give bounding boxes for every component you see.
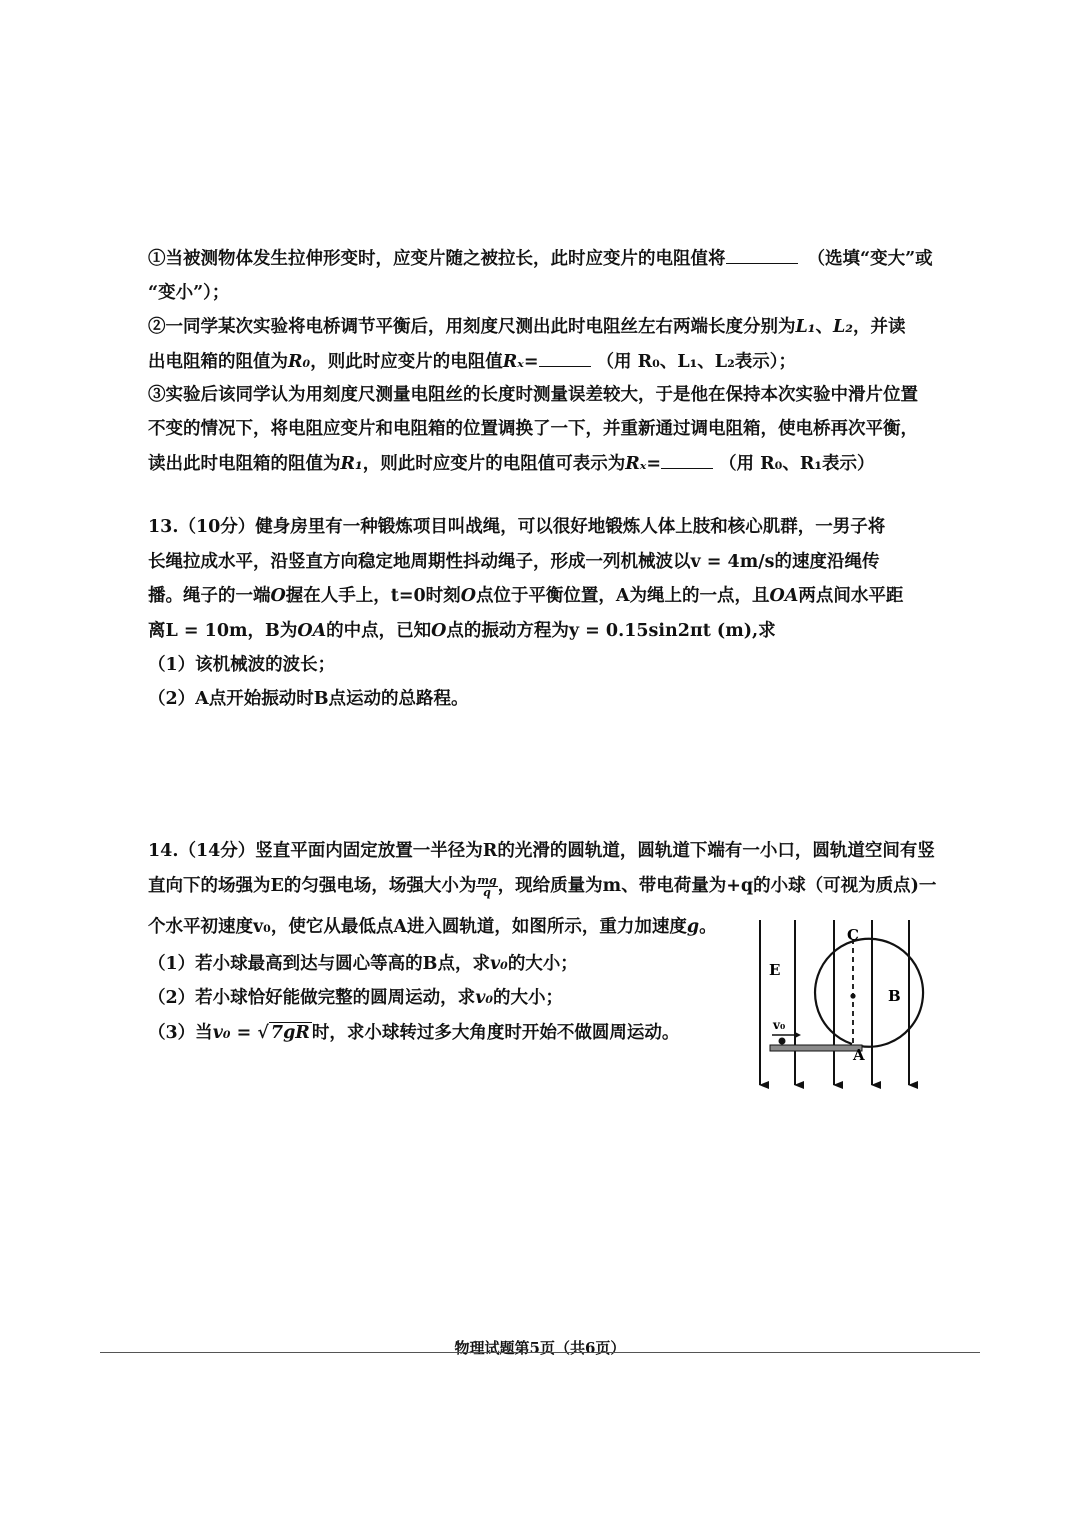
small-ball (779, 1038, 786, 1045)
q14-line2: 直向下的场强为E的匀强电场，场强大小为 $\frac{mg}{q}$ ，现给质量为m、带电荷量为+q的小球（可视为质点)一 (148, 874, 937, 899)
fraction-mg-over-q: $\frac{mg}{q}$ (477, 874, 497, 899)
electric-field-lines (760, 920, 909, 1085)
q12-part2-line2: 出电阻箱的阻值为R₀，则此时应变片的电阻值Rₓ= （用 R₀、L₁、L₂表示）； (148, 352, 797, 372)
q13-subquestion-2: （2）A点开始振动时B点运动的总路程。 (148, 689, 469, 709)
q14-line3: 个水平初速度v₀，使它从最低点A进入圆轨道，如图所示，重力加速度g。 (148, 917, 717, 937)
answer-blank-3[interactable] (661, 452, 713, 469)
page-footer: 物理试题第5页（共6页） (454, 1339, 626, 1357)
q12-part1-line2: “变小”）； (148, 283, 230, 303)
q14-subquestion-2: （2）若小球恰好能做完整的圆周运动，求v₀的大小； (148, 988, 564, 1008)
circular-track (815, 939, 923, 1047)
q12-part3-line1: ③实验后该同学认为用刻度尺测量电阻丝的长度时测量误差较大，于是他在保持本次实验中滑片位置 (148, 385, 918, 405)
q13-line1: 13.（10分）健身房里有一种锻炼项目叫战绳，可以很好地锻炼人体上肢和核心肌群，一男子将 (148, 517, 886, 537)
label-C: C (847, 926, 859, 944)
q12-part1-line1: ①当被测物体发生拉伸形变时，应变片随之被拉长，此时应变片的电阻值将 （选填“变大”或 (148, 249, 933, 269)
ground-platform (770, 1045, 862, 1051)
q13-line2: 长绳拉成水平，沿竖直方向稳定地周期性抖动绳子，形成一列机械波以v = 4m/s的速度沿绳传 (148, 552, 880, 572)
q14-subquestion-1: （1）若小球最高到达与圆心等高的B点，求v₀的大小； (148, 954, 578, 974)
center-point (850, 993, 855, 998)
label-B: B (888, 987, 901, 1005)
answer-blank-2[interactable] (539, 350, 591, 367)
label-v0: v₀ (773, 1018, 786, 1032)
circular-track-diagram (745, 915, 925, 1090)
q13-subquestion-1: （1）该机械波的波长； (148, 655, 336, 675)
velocity-arrow-head (795, 1032, 801, 1038)
footer-divider (100, 1352, 980, 1353)
label-A: A (853, 1046, 865, 1064)
answer-blank-1[interactable] (726, 247, 798, 264)
q12-part2-line1: ②一同学某次实验将电桥调节平衡后，用刻度尺测出此时电阻丝左右两端长度分别为L₁、L₂，并读 (148, 317, 906, 337)
q14-subquestion-3: （3）当v₀ = √ 7gR 时，求小球转过多大角度时开始不做圆周运动。 (148, 1023, 680, 1043)
label-E: E (769, 961, 781, 979)
q12-part3-line3: 读出此时电阻箱的阻值为R₁，则此时应变片的电阻值可表示为Rₓ= （用 R₀、R₁表示） (148, 454, 875, 474)
q14-line1: 14.（14分）竖直平面内固定放置一半径为R的光滑的圆轨道，圆轨道下端有一小口，圆轨道空间有竖 (148, 841, 935, 861)
q12-part3-line2: 不变的情况下，将电阻应变片和电阻箱的位置调换了一下，并重新通过调电阻箱，使电桥再次平衡， (148, 419, 918, 439)
q13-line4: 离L = 10m，B为OA的中点，已知O点的振动方程为y = 0.15sin2πt (m),求 (148, 621, 776, 641)
q13-line3: 播。绳子的一端O握在人手上，t=0时刻O点位于平衡位置，A为绳上的一点，且OA两点间水平距 (148, 586, 904, 606)
